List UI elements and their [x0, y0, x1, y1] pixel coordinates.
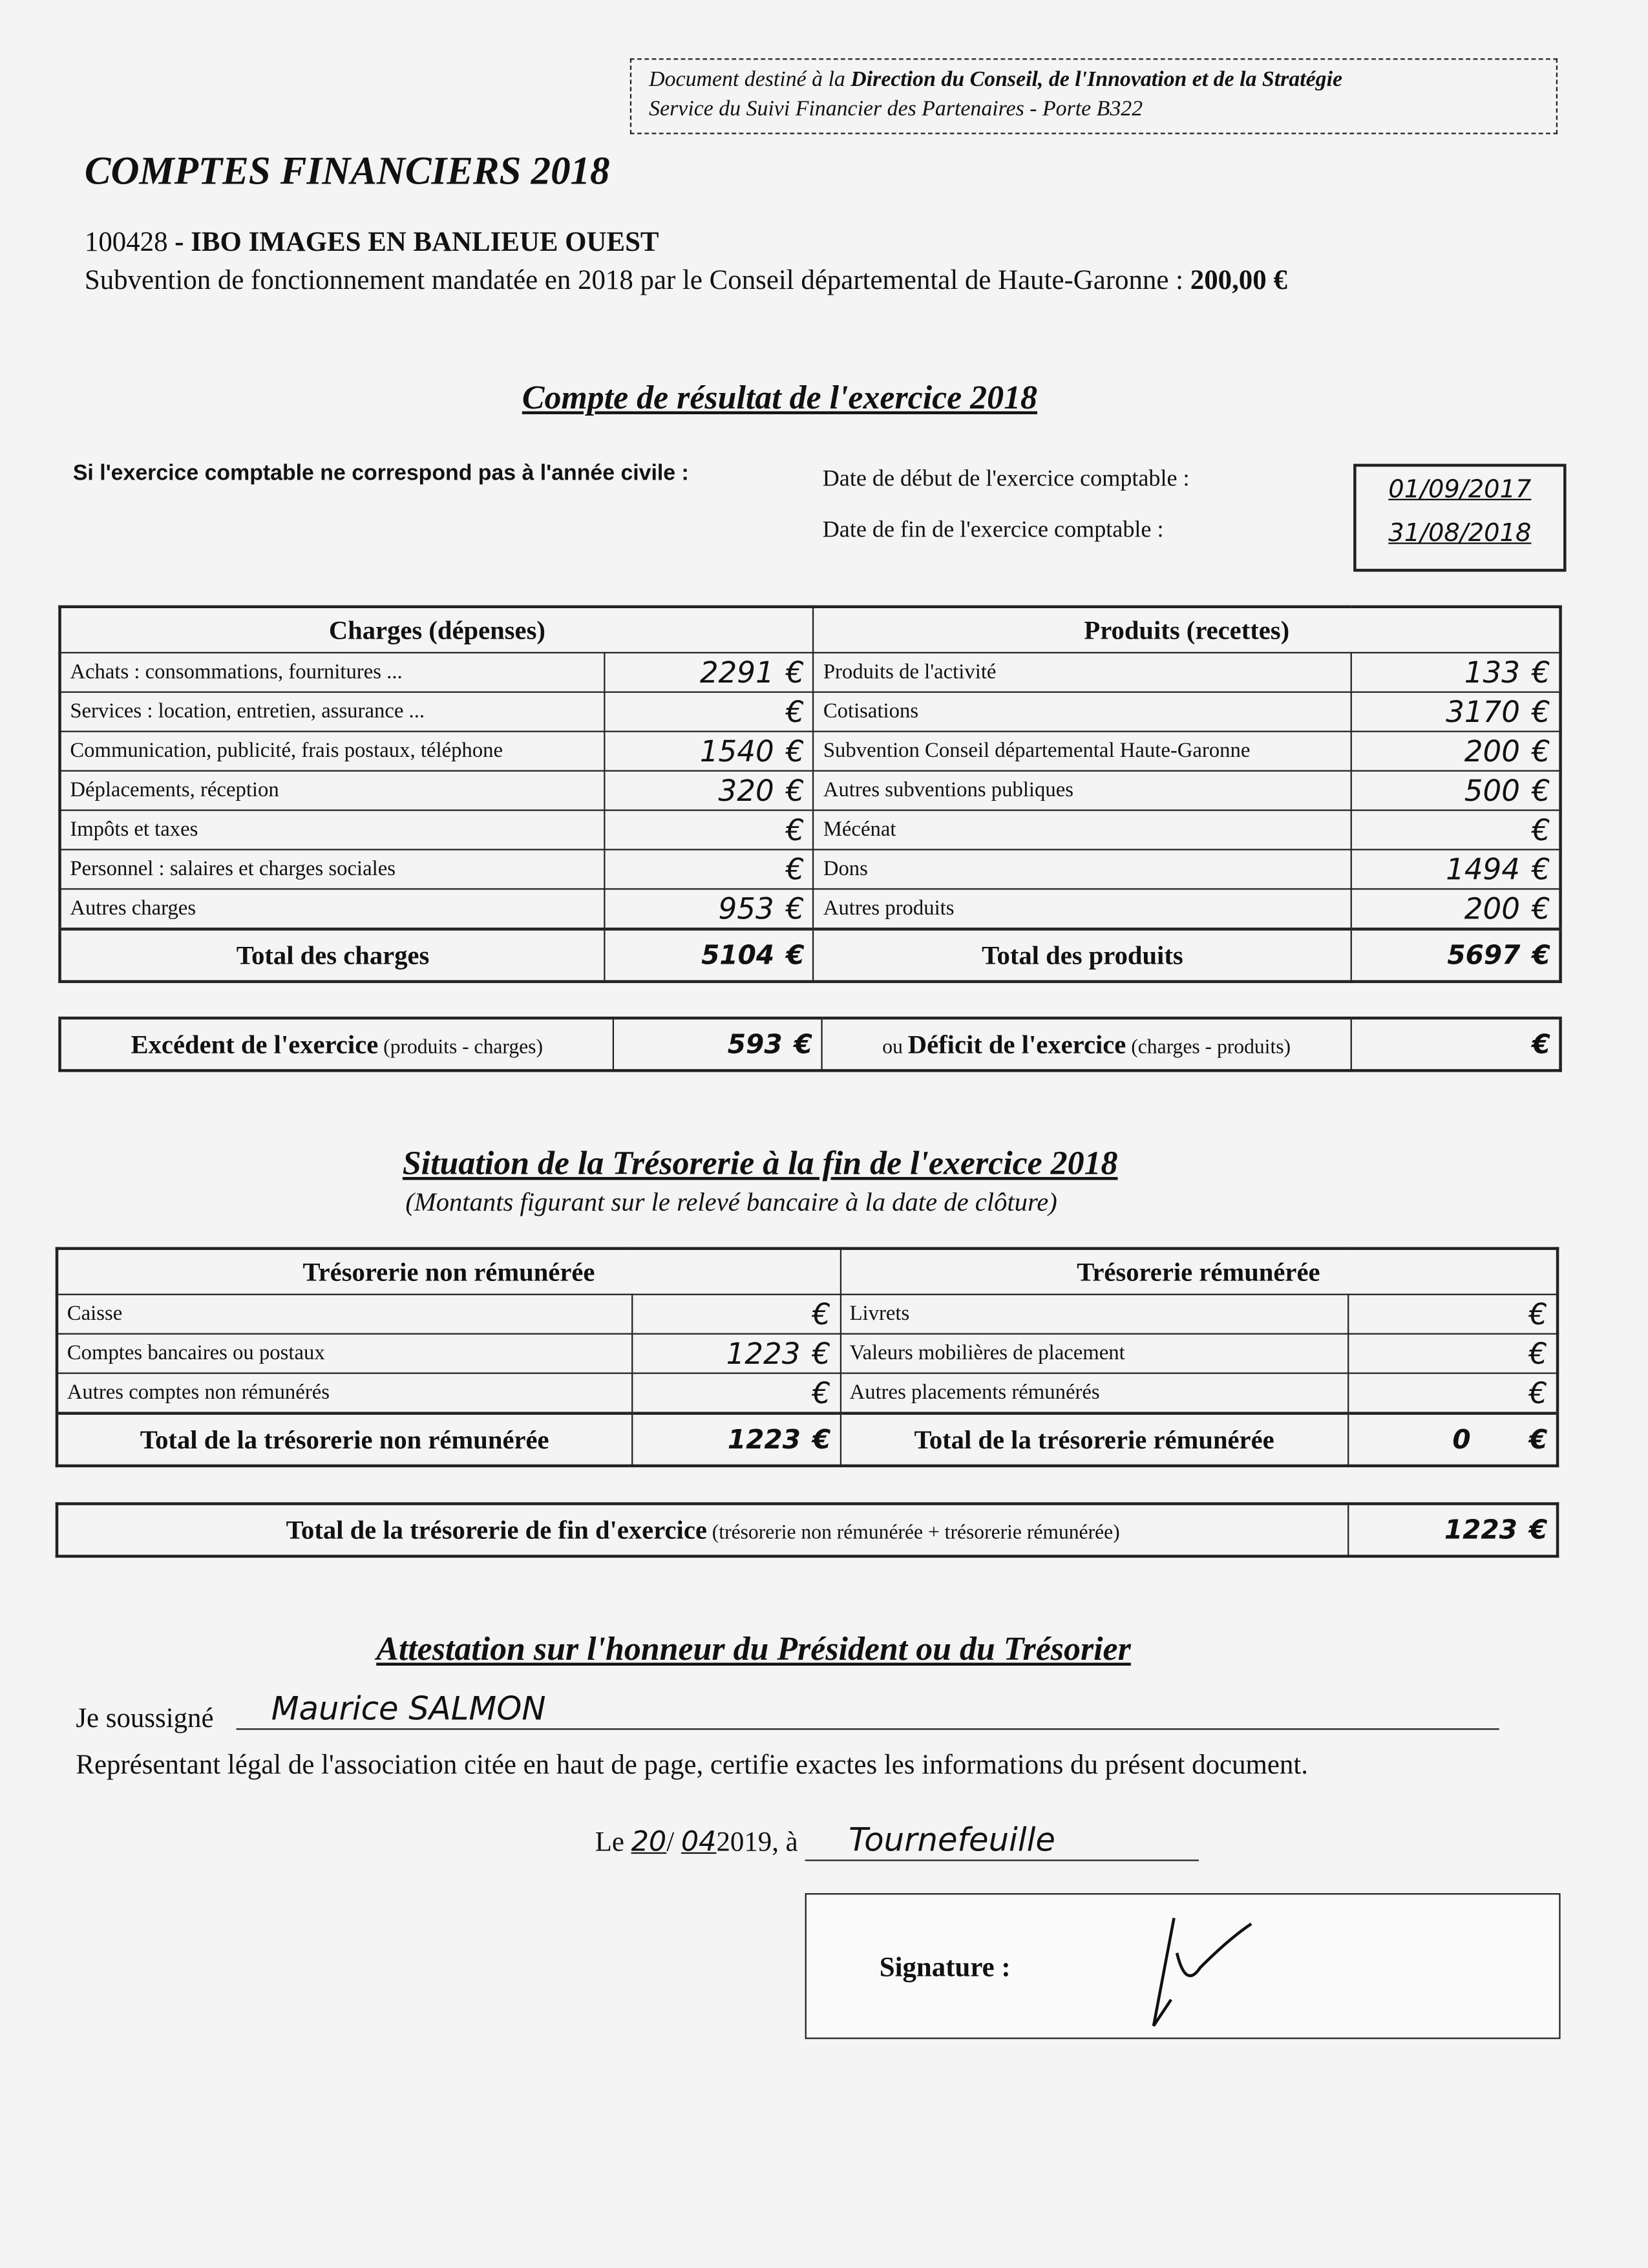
table-row: [57, 1373, 1558, 1414]
place-field[interactable]: Tournefeuille: [805, 1823, 1198, 1861]
produit-value[interactable]: [1351, 653, 1561, 692]
start-date-label: Date de début de l'exercice comptable :: [822, 467, 1190, 492]
tresorerie-rem-value[interactable]: [1348, 1295, 1558, 1334]
tresorerie-title: Situation de la Trésorerie à la fin de l'exercice 2018: [402, 1145, 1118, 1182]
euro-sign: €: [1532, 655, 1550, 690]
total-non-rem-amount: 1223: [727, 1424, 801, 1455]
compte-resultat-title: Compte de résultat de l'exercice 2018: [522, 379, 1037, 416]
table-row: [60, 849, 1561, 889]
tresorerie-label: Caisse: [57, 1295, 631, 1334]
non-rem-header: Trésorerie non rémunérée: [57, 1249, 840, 1295]
total-fin-table: [56, 1502, 1559, 1558]
euro-sign: €: [786, 940, 805, 971]
start-date-value[interactable]: 01/09/2017: [1388, 475, 1532, 505]
organization: [85, 228, 659, 260]
tresorerie-rem-value[interactable]: [1348, 1334, 1558, 1373]
charge-value[interactable]: [605, 811, 814, 850]
table-row: [57, 1334, 1558, 1373]
produit-value[interactable]: [1351, 889, 1561, 929]
charge-value[interactable]: [605, 732, 814, 771]
euro-sign: €: [1532, 940, 1550, 971]
charge-value-amount: 320: [718, 772, 774, 809]
produit-value[interactable]: [1351, 732, 1561, 771]
total-produits-amount: 5697: [1447, 940, 1521, 971]
euro-sign: €: [1532, 812, 1550, 848]
date-month[interactable]: 04: [681, 1826, 717, 1858]
euro-sign: €: [1532, 1029, 1550, 1060]
tresorerie-rem-label: Valeurs mobilières de placement: [840, 1334, 1348, 1373]
produit-value[interactable]: [1351, 692, 1561, 732]
euro-sign: €: [785, 734, 805, 769]
produit-value-amount: 200: [1464, 734, 1520, 769]
produit-label: Produits de l'activité: [814, 653, 1351, 692]
produit-label: Dons: [814, 849, 1351, 889]
destination-service: Service du Suivi Financier des Partenaires - Porte B322: [649, 98, 1143, 122]
euro-sign: €: [1532, 694, 1550, 730]
signature-label: Signature :: [879, 1953, 1011, 1984]
subvention-amount: 200,00 €: [1190, 265, 1287, 297]
excedent-label: [60, 1018, 613, 1070]
resultat-table: [58, 1017, 1562, 1072]
charge-value[interactable]: [605, 692, 814, 732]
charge-label: Impôts et taxes: [60, 811, 606, 850]
total-fin-row: [57, 1504, 1558, 1556]
euro-sign: €: [1528, 1514, 1548, 1545]
euro-sign: €: [1528, 1424, 1548, 1455]
charge-label: Déplacements, réception: [60, 771, 606, 811]
org-sep: -: [167, 228, 191, 259]
rem-header: Trésorerie rémunérée: [840, 1249, 1558, 1295]
date-year: 2019, à: [716, 1827, 798, 1858]
euro-sign: €: [785, 772, 805, 809]
total-rem-amount: 0: [1452, 1424, 1471, 1455]
table-header-row: [57, 1249, 1558, 1295]
euro-sign: €: [785, 891, 805, 926]
deficit-label-text: Déficit de l'exercice: [907, 1029, 1126, 1059]
end-date-label: Date de fin de l'exercice comptable :: [822, 518, 1164, 543]
tresorerie-subtitle: (Montants figurant sur le relevé bancaire à la date de clôture): [405, 1187, 1057, 1217]
produit-label: Cotisations: [814, 692, 1351, 732]
tresorerie-rem-label: Autres placements rémunérés: [840, 1373, 1348, 1414]
euro-sign: €: [785, 851, 805, 887]
euro-sign: €: [812, 1297, 831, 1332]
charge-value-amount: 1540: [699, 734, 774, 769]
produit-label: Subvention Conseil départemental Haute-Garonne: [814, 732, 1351, 771]
totals-row: [60, 929, 1561, 981]
produit-label: Mécénat: [814, 811, 1351, 850]
euro-sign: €: [785, 655, 805, 690]
org-name: IBO IMAGES EN BANLIEUE OUEST: [191, 228, 659, 259]
charge-label: Autres charges: [60, 889, 606, 929]
destination-box: [630, 58, 1558, 134]
euro-sign: €: [794, 1029, 812, 1060]
tresorerie-value[interactable]: [631, 1334, 840, 1373]
subvention-text: Subvention de fonctionnement mandatée en 2018 par le Conseil départemental de Haute-Garonne :: [84, 265, 1190, 297]
signature-box[interactable]: [805, 1893, 1561, 2039]
total-produits-label: Total des produits: [814, 929, 1351, 981]
produit-value[interactable]: [1351, 811, 1561, 850]
produit-value-amount: 200: [1464, 891, 1520, 926]
tresorerie-value[interactable]: [631, 1295, 840, 1334]
total-produits-value[interactable]: [1351, 929, 1561, 981]
excedent-value[interactable]: [613, 1018, 822, 1070]
total-charges-value[interactable]: [605, 929, 814, 981]
total-rem-value[interactable]: [1348, 1414, 1558, 1466]
table-row: [57, 1295, 1558, 1334]
produit-label: Autres subventions publiques: [814, 771, 1351, 811]
euro-sign: €: [1528, 1336, 1548, 1372]
tresorerie-rem-value[interactable]: [1348, 1373, 1558, 1414]
table-row: [60, 692, 1561, 732]
charges-header: Charges (dépenses): [60, 607, 814, 653]
tresorerie-value[interactable]: [631, 1373, 840, 1414]
resultat-row: [60, 1018, 1561, 1070]
euro-sign: €: [785, 812, 805, 848]
tresorerie-label: Autres comptes non rémunérés: [57, 1373, 631, 1414]
produit-value[interactable]: [1351, 849, 1561, 889]
end-date-value[interactable]: 31/08/2018: [1388, 519, 1532, 549]
produit-value[interactable]: [1351, 771, 1561, 811]
compte-resultat-table: [58, 605, 1562, 982]
date-day[interactable]: 20: [631, 1826, 667, 1858]
table-row: [60, 771, 1561, 811]
produit-label: Autres produits: [814, 889, 1351, 929]
charge-label: Services : location, entretien, assurance ...: [60, 692, 606, 732]
euro-sign: €: [812, 1336, 831, 1372]
deficit-label: [822, 1018, 1351, 1070]
total-charges-label: Total des charges: [60, 929, 606, 981]
euro-sign: €: [1528, 1297, 1548, 1332]
charge-value-amount: 953: [718, 891, 774, 926]
deficit-prefix: ou: [882, 1036, 908, 1059]
euro-sign: €: [1532, 851, 1550, 887]
total-charges-amount: 5104: [701, 940, 775, 971]
attestation-statement: Représentant légal de l'association citée en haut de page, certifie exactes les informations du présent document.: [76, 1750, 1308, 1781]
deficit-note: (charges - produits): [1126, 1036, 1291, 1059]
charge-value-amount: 2291: [699, 655, 774, 690]
le-label: Le: [595, 1827, 631, 1858]
produit-value-amount: 500: [1464, 772, 1520, 809]
table-row: [60, 811, 1561, 850]
produits-header: Produits (recettes): [814, 607, 1560, 653]
total-non-rem-label: Total de la trésorerie non rémunérée: [57, 1414, 631, 1466]
subvention-line: [85, 266, 1287, 298]
tresorerie-value-amount: 1223: [726, 1336, 801, 1372]
soussigne-label: Je soussigné: [76, 1703, 214, 1735]
produit-value-amount: 3170: [1446, 694, 1520, 730]
euro-sign: €: [1532, 772, 1550, 809]
charge-label: Personnel : salaires et charges sociales: [60, 849, 606, 889]
tresorerie-table: [56, 1247, 1559, 1467]
excedent-label-text: Excédent de l'exercice: [131, 1029, 379, 1059]
total-fin-amount: 1223: [1444, 1514, 1517, 1545]
excedent-amount: 593: [727, 1029, 783, 1060]
euro-sign: €: [812, 1375, 831, 1411]
charge-value[interactable]: [605, 771, 814, 811]
charge-value[interactable]: [605, 653, 814, 692]
euro-sign: €: [1532, 734, 1550, 769]
total-fin-label: [57, 1504, 1348, 1556]
soussigne-field[interactable]: Maurice SALMON: [237, 1692, 1499, 1730]
produit-value-amount: 133: [1464, 655, 1520, 690]
euro-sign: €: [1528, 1375, 1548, 1411]
charge-value[interactable]: [605, 849, 814, 889]
document-title: COMPTES FINANCIERS 2018: [84, 149, 610, 193]
charge-value[interactable]: [605, 889, 814, 929]
deficit-value[interactable]: [1351, 1018, 1561, 1070]
produit-value-amount: 1494: [1446, 851, 1520, 887]
euro-sign: €: [812, 1424, 831, 1455]
total-non-rem-value[interactable]: [631, 1414, 840, 1466]
destination-direction: Direction du Conseil, de l'Innovation et de la Stratégie: [850, 69, 1343, 92]
attestation-title: Attestation sur l'honneur du Président ou du Trésorier: [376, 1630, 1131, 1668]
total-rem-label: Total de la trésorerie rémunérée: [840, 1414, 1348, 1466]
charge-label: Achats : consommations, fournitures ...: [60, 653, 606, 692]
table-row: [60, 653, 1561, 692]
table-header-row: [60, 607, 1561, 653]
date-place-line: Le 20/ 042019, à Tournefeuille: [595, 1823, 1199, 1861]
table-row: [60, 889, 1561, 929]
excedent-note: (produits - charges): [378, 1036, 543, 1059]
euro-sign: €: [1532, 891, 1550, 926]
euro-sign: €: [785, 694, 805, 730]
table-row: [60, 732, 1561, 771]
tresorerie-label: Comptes bancaires ou postaux: [57, 1334, 631, 1373]
total-fin-note: (trésorerie non rémunérée + trésorerie rémunérée): [706, 1521, 1120, 1544]
signature-mark: [1142, 1909, 1288, 2040]
charge-label: Communication, publicité, frais postaux, téléphone: [60, 732, 606, 771]
org-code: 100428: [84, 228, 168, 259]
tresorerie-rem-label: Livrets: [840, 1295, 1348, 1334]
destination-prefix: Document destiné à la: [649, 69, 851, 92]
exercise-dates-box: [1353, 464, 1566, 572]
total-fin-label-text: Total de la trésorerie de fin d'exercice: [286, 1514, 707, 1544]
total-fin-value[interactable]: [1348, 1504, 1558, 1556]
exercise-note: Si l'exercice comptable ne correspond pas à l'année civile :: [72, 461, 689, 486]
tresorerie-totals-row: [57, 1414, 1558, 1466]
